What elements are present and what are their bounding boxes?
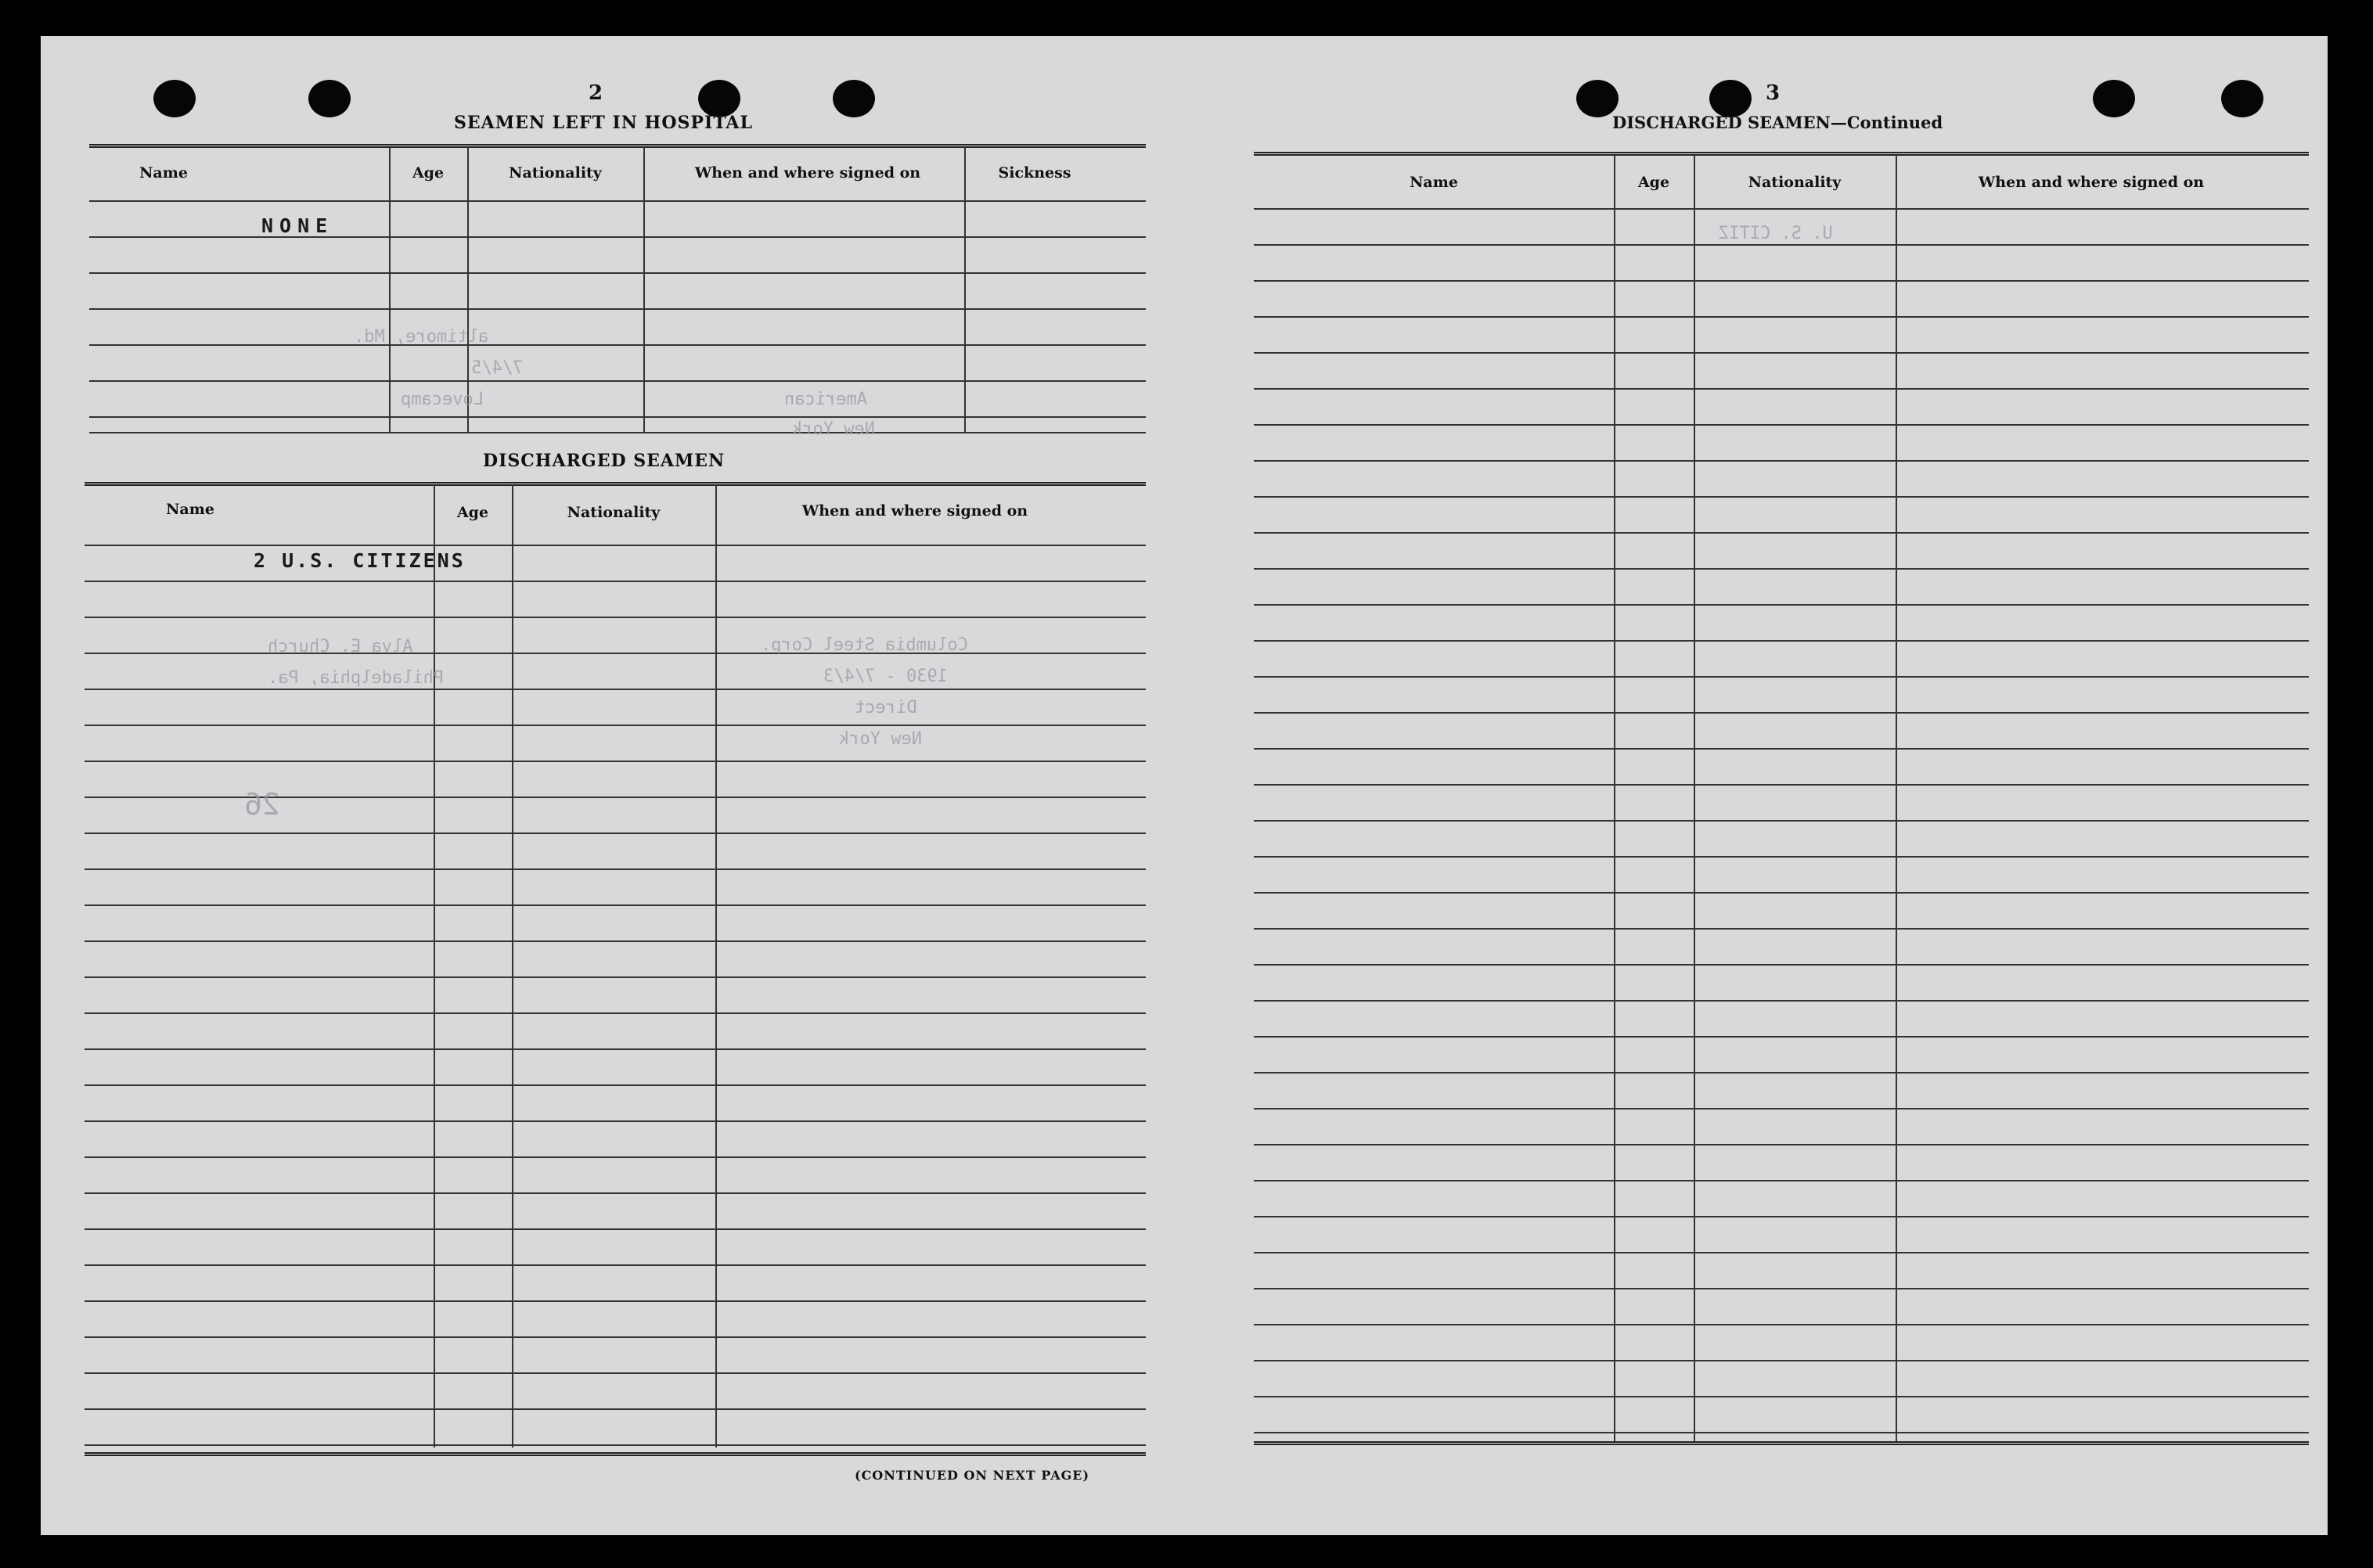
col-head-name: Name [139,164,188,182]
right-page [1233,36,2328,1535]
bleed-through-text: New York [792,419,875,439]
col-head-signed-on: When and where signed on [694,164,921,182]
col-head-signed-on: When and where signed on [801,502,1028,520]
col-head-nationality: Nationality [509,164,602,182]
bleed-through-text: Philadelphia, Pa. [268,668,445,688]
bleed-through-text: American [784,390,867,409]
bleed-through-text: 26 [244,787,280,822]
discharged-section-title: DISCHARGED SEAMEN [483,451,726,471]
bleed-through-text: Lovecamp [401,390,484,409]
left-page [41,36,1233,1535]
bleed-through-text: Alva E. Church [268,637,413,656]
page-number: 2 [589,81,603,105]
bleed-through-text: 7/4/5 [471,358,524,378]
punch-hole [698,80,740,117]
col-head-name: Name [166,501,214,518]
hospital-entry-none: NONE [261,214,334,237]
continued-note: (CONTINUED ON NEXT PAGE) [855,1468,1090,1483]
discharged-continued-title: DISCHARGED SEAMEN—Continued [1612,113,1943,132]
punch-hole [2221,80,2263,117]
col-head-name: Name [1410,174,1458,191]
col-head-nationality: Nationality [567,504,661,521]
col-head-age: Age [456,504,489,521]
hospital-section-title: SEAMEN LEFT IN HOSPITAL [454,113,753,133]
col-head-age: Age [1637,174,1670,191]
bleed-through-text: New York [839,729,922,749]
page-number: 3 [1766,81,1781,105]
punch-hole [308,80,351,117]
punch-hole [1576,80,1619,117]
punch-hole [153,80,196,117]
punch-hole [833,80,875,117]
bleed-through-text: 1930 - 7/4/3 [823,667,948,686]
col-head-sickness: Sickness [998,164,1071,182]
discharged-entry: 2 U.S. CITIZENS [254,549,466,572]
bleed-through-text: Direct [855,698,917,717]
bleed-through-text: Columbia Steel Corp. [761,635,968,655]
bleed-through-text: altimore, Md. [354,327,489,347]
punch-hole [2093,80,2135,117]
col-head-nationality: Nationality [1748,174,1842,191]
punch-hole [1709,80,1752,117]
col-head-signed-on: When and where signed on [1978,174,2205,191]
col-head-age: Age [412,164,445,182]
bleed-through-text: U. S. CITIZ [1719,224,1833,243]
